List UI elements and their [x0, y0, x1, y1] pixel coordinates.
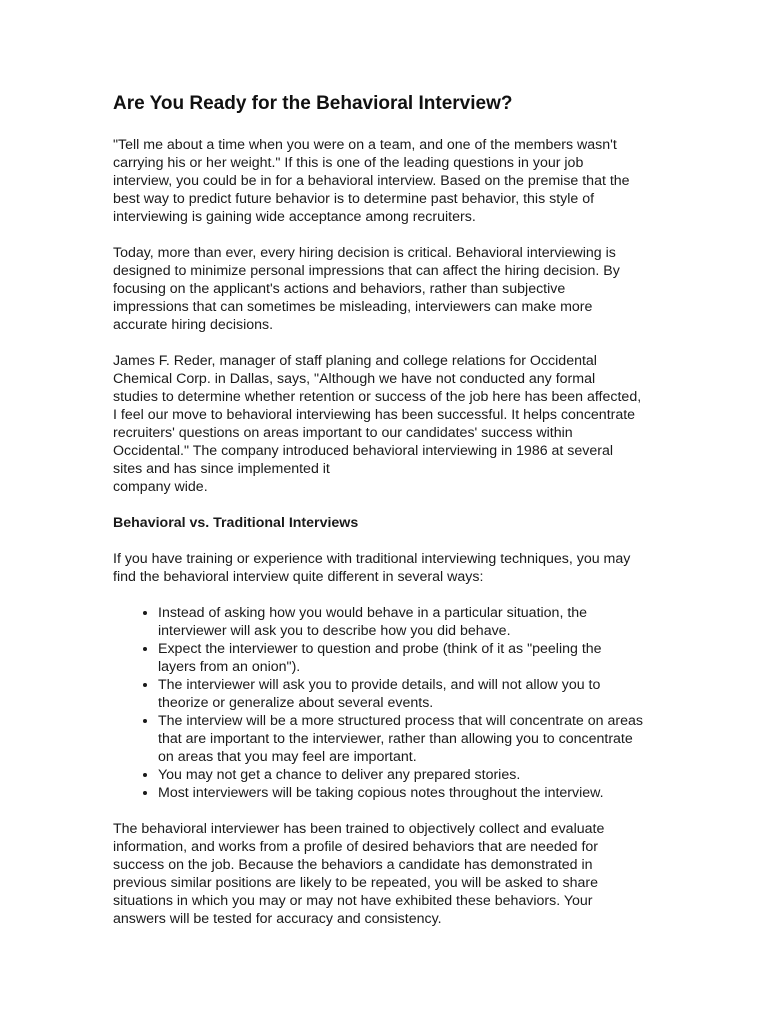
reder-quote-paragraph: [113, 352, 643, 496]
section-heading: Behavioral vs. Traditional Interviews: [113, 515, 359, 531]
hiring-decision-paragraph: Today, more than ever, every hiring decision is critical. Behavioral interviewing is designed to minimize personal impressions that can affect the hiring decision. By focusing on the applicant's actions and behaviors, rather than subjective impressions that can sometimes be misleading, interviewers can make more accurate hiring decisions.: [113, 245, 620, 333]
closing-paragraph: The behavioral interviewer has been trained to objectively collect and evaluate information, and works from a profile of desired behaviors that are needed for success on the job. Because the behaviors a candidate has demonstrated in previous similar positions are likely to be repeated, you will be asked to share situations in which you may or may not have exhibited these behaviors. Your answers will be tested for accuracy and consistency.: [113, 821, 605, 927]
list-item: • Instead of asking how you would behave in a particular situation, the interviewer will ask you to describe how you did behave.: [158, 604, 643, 640]
document-title: Are You Ready for the Behavioral Interview?: [113, 93, 513, 114]
reder-quote-text: James F. Reder, manager of staff planing and college relations for Occidental Chemical Corp. in Dallas, says, "Although we have not conducted any formal studies to determine whether retention or success of the job here has been affected, I feel our move to behavioral interviewing has been successful. It helps concentrate recruiters' questions on areas important to our candidates' success within Occidental." The company introduced behavioral interviewing in 1986 at several sites and has since implemented it: [113, 353, 642, 477]
differences-list: [113, 604, 643, 802]
list-item: • Expect the interviewer to question and probe (think of it as "peeling the layers from an onion").: [158, 640, 643, 676]
list-item: • Most interviewers will be taking copious notes throughout the interview.: [158, 784, 643, 802]
section-intro-paragraph: If you have training or experience with traditional interviewing techniques, you may find the behavioral interview quite different in several ways:: [113, 551, 631, 585]
reder-quote-tail: company wide.: [113, 479, 208, 495]
intro-paragraph: "Tell me about a time when you were on a team, and one of the members wasn't carrying his or her weight." If this is one of the leading questions in your job interview, you could be in for a behavioral interview. Based on the premise that the best way to predict future behavior is to determine past behavior, this style of interviewing is gaining wide acceptance among recruiters.: [113, 137, 630, 225]
list-item: • The interview will be a more structured process that will concentrate on areas that are important to the interviewer, rather than allowing you to concentrate on areas that you may feel are important.: [158, 712, 643, 766]
list-item: • You may not get a chance to deliver any prepared stories.: [158, 766, 643, 784]
list-item: • The interviewer will ask you to provide details, and will not allow you to theorize or generalize about several events.: [158, 676, 643, 712]
document-page: [113, 92, 643, 946]
